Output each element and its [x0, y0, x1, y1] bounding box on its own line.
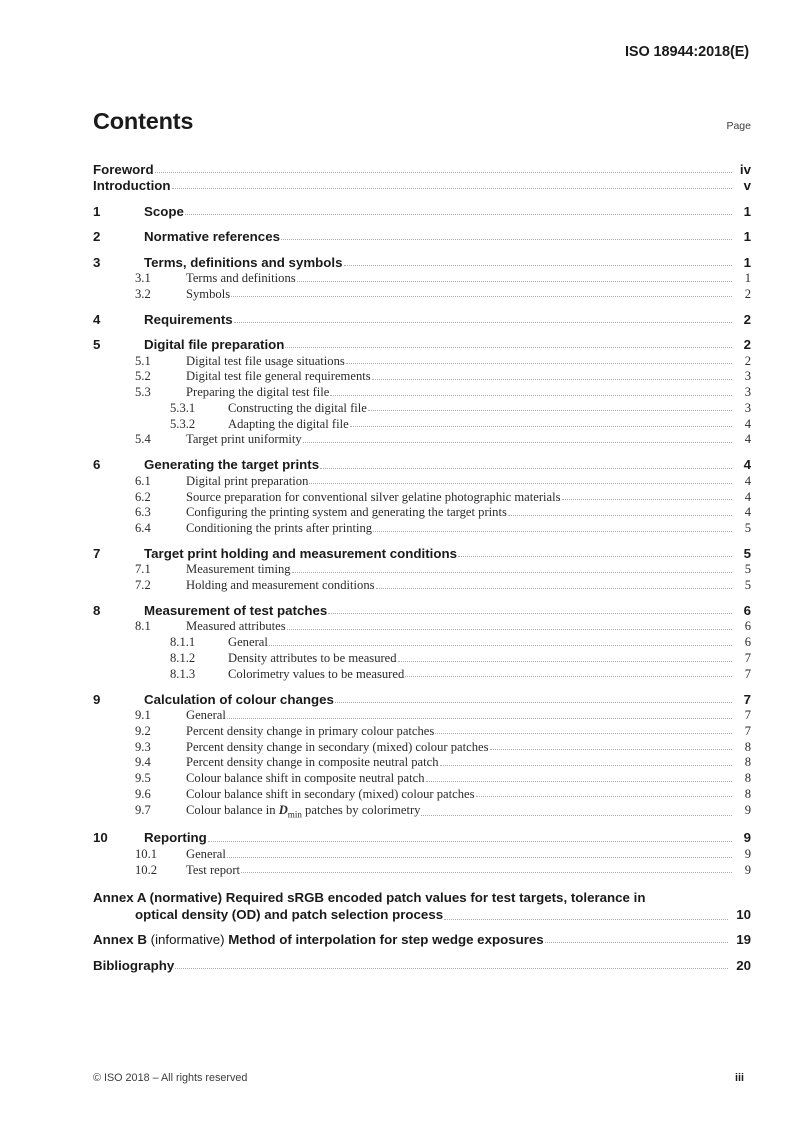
toc-entry-label: Requirements	[144, 311, 233, 327]
toc-entry-clause-9-2[interactable]	[93, 723, 751, 739]
toc-entry-page: 7	[744, 723, 751, 738]
toc-entry-page: 6	[744, 619, 751, 634]
toc-entry-label: Digital test file usage situations	[186, 353, 345, 368]
toc-entry-clause-5-3-1[interactable]	[93, 400, 751, 416]
toc-entry-number: 6.2	[135, 489, 151, 504]
toc-entry-page: 2	[744, 353, 751, 368]
toc-entry-page: 10	[736, 906, 751, 922]
toc-entry-clause-6-2[interactable]	[93, 489, 751, 505]
toc-entry-clause-6-1[interactable]	[93, 473, 751, 489]
toc-entry-clause-5[interactable]	[93, 336, 751, 352]
toc-entry-page: 5	[743, 545, 751, 561]
toc-entry-clause-7-1[interactable]	[93, 562, 751, 578]
toc-entry-number: 2	[93, 229, 101, 245]
toc-entry-label: Normative references	[144, 229, 280, 245]
label-text-before: Colour balance in	[186, 802, 279, 817]
toc-entry-label	[93, 933, 544, 946]
dot-leader	[444, 918, 728, 920]
dot-leader	[155, 171, 732, 173]
toc-entry-number: 10.1	[135, 846, 158, 861]
toc-entry-number: 5	[93, 337, 101, 353]
toc-entry-label: Calculation of colour changes	[144, 691, 334, 707]
annex-a-title-line-1	[93, 887, 751, 906]
toc-entry-label: Colorimetry values to be measured	[228, 666, 405, 681]
toc-entry-label: Preparing the digital test file	[186, 385, 330, 400]
copyright-notice: © ISO 2018 – All rights reserved	[93, 1072, 248, 1084]
toc-entry-clause-8-1-3[interactable]	[93, 666, 751, 682]
annex-a-title-continued: optical density (OD) and patch selection process	[135, 906, 444, 922]
toc-entry-number: 8	[93, 602, 101, 618]
annex-a-title-text: Required sRGB encoded patch values for test targets, tolerance in	[225, 889, 646, 905]
toc-entry-number: 4	[93, 311, 101, 327]
toc-entry-page: 9	[744, 802, 751, 817]
toc-entry-introduction[interactable]	[93, 177, 751, 193]
toc-entry-bibliography[interactable]	[93, 957, 751, 973]
toc-entry-label: Percent density change in composite neutral patch	[186, 755, 439, 770]
toc-entry-page: 8	[744, 739, 751, 754]
toc-entry-label: Test report	[186, 862, 241, 877]
toc-entry-annex-b[interactable]	[93, 932, 751, 948]
dot-leader	[376, 587, 732, 589]
dot-leader	[405, 675, 732, 677]
toc-entry-clause-8-1-2[interactable]	[93, 650, 751, 666]
toc-entry-number: 9.6	[135, 786, 151, 801]
dot-leader	[372, 378, 732, 380]
toc-entry-number: 3.2	[135, 286, 151, 301]
dot-leader	[287, 628, 732, 630]
toc-entry-page: 1	[743, 229, 751, 245]
toc-entry-page: 4	[744, 489, 751, 504]
toc-entry-page: 2	[743, 311, 751, 327]
toc-entry-clause-9-3[interactable]	[93, 739, 751, 755]
dot-leader	[269, 644, 732, 646]
toc-entry-annex-a[interactable]	[93, 887, 751, 923]
toc-entry-page: 5	[744, 562, 751, 577]
toc-entry-page: 8	[744, 755, 751, 770]
toc-entry-label: Bibliography	[93, 957, 175, 973]
toc-entry-page: 3	[744, 385, 751, 400]
dot-leader	[458, 555, 732, 557]
running-header-standard-ref: ISO 18944:2018(E)	[624, 44, 749, 60]
toc-entry-page: 1	[744, 271, 751, 286]
toc-entry-page: 5	[744, 521, 751, 536]
toc-entry-label: Terms, definitions and symbols	[144, 254, 343, 270]
toc-entry-clause-1[interactable]	[93, 203, 751, 219]
toc-entry-label: Digital test file general requirements	[186, 369, 371, 384]
toc-entry-label: Colour balance shift in secondary (mixed) colour patches	[186, 786, 475, 801]
dot-leader	[227, 717, 732, 719]
toc-entry-clause-9-6[interactable]	[93, 786, 751, 802]
toc-entry-number: 10.2	[135, 862, 158, 877]
annex-b-name: Annex B	[93, 932, 147, 948]
dot-leader	[234, 321, 732, 323]
page-footer	[93, 1072, 749, 1084]
toc-entry-number: 6.4	[135, 521, 151, 536]
toc-entry-page: 8	[744, 771, 751, 786]
toc-entry-list	[93, 161, 751, 974]
toc-entry-page: 4	[744, 416, 751, 431]
toc-entry-page: 7	[744, 650, 751, 665]
toc-entry-label: Holding and measurement conditions	[186, 578, 375, 593]
dot-leader	[328, 612, 732, 614]
toc-entry-page: 5	[744, 578, 751, 593]
page-folio: iii	[735, 1072, 744, 1084]
dot-leader	[185, 213, 732, 215]
toc-entry-clause-6[interactable]	[93, 457, 751, 473]
toc-entry-clause-10-2[interactable]	[93, 862, 751, 878]
toc-entry-page: 4	[743, 457, 751, 473]
dot-leader	[231, 295, 732, 297]
toc-entry-page: 7	[744, 707, 751, 722]
toc-entry-clause-5-4[interactable]	[93, 432, 751, 448]
toc-entry-clause-5-1[interactable]	[93, 353, 751, 369]
toc-entry-page: 19	[736, 932, 751, 948]
dot-leader	[227, 856, 732, 858]
toc-entry-label: Source preparation for conventional silver gelatine photographic materials	[186, 489, 561, 504]
toc-entry-clause-3-1[interactable]	[93, 270, 751, 286]
dot-leader	[320, 467, 732, 469]
dot-leader	[344, 264, 732, 266]
toc-entry-label: Generating the target prints	[144, 457, 320, 473]
toc-entry-page: 3	[744, 369, 751, 384]
toc-entry-number: 8.1.1	[170, 635, 196, 650]
annex-a-title-line-2	[93, 906, 751, 923]
annex-b-title-text: Method of interpolation for step wedge exposures	[228, 932, 544, 948]
toc-entry-number: 5.3	[135, 385, 151, 400]
contents-title-row	[93, 108, 751, 135]
toc-entry-foreword[interactable]	[93, 161, 751, 177]
toc-entry-number: 6.1	[135, 473, 151, 488]
dmin-letter: D	[278, 802, 288, 817]
toc-entry-label: Terms and definitions	[186, 271, 296, 286]
toc-entry-clause-3-2[interactable]	[93, 286, 751, 302]
annex-a-kind: (normative)	[149, 889, 223, 905]
toc-entry-number: 5.2	[135, 369, 151, 384]
toc-entry-label: Measurement timing	[186, 562, 291, 577]
annex-b-kind: (informative)	[150, 932, 225, 948]
toc-entry-clause-9-1[interactable]	[93, 707, 751, 723]
toc-entry-number: 8.1	[135, 619, 151, 634]
toc-entry-label: Configuring the printing system and generating the target prints	[186, 505, 507, 520]
dot-leader	[508, 514, 732, 516]
dot-leader	[292, 571, 732, 573]
toc-entry-label	[186, 804, 420, 820]
dot-leader	[490, 748, 733, 750]
toc-entry-page: 1	[743, 254, 751, 270]
toc-entry-page: 6	[743, 602, 751, 618]
toc-entry-number: 9.2	[135, 723, 151, 738]
toc-entry-label: Measurement of test patches	[144, 602, 328, 618]
toc-entry-page: 9	[744, 846, 751, 861]
toc-entry-clause-9-4[interactable]	[93, 755, 751, 771]
toc-entry-clause-6-4[interactable]	[93, 520, 751, 536]
page-column-header: Page	[726, 120, 751, 132]
toc-entry-page: 20	[736, 957, 751, 973]
dot-leader	[297, 280, 732, 282]
toc-entry-label: Constructing the digital file	[228, 400, 367, 415]
dot-leader	[330, 394, 732, 396]
toc-entry-label: Density attributes to be measured	[228, 650, 397, 665]
toc-entry-number: 8.1.3	[170, 666, 196, 681]
toc-entry-label: Scope	[144, 203, 184, 219]
toc-entry-clause-5-2[interactable]	[93, 369, 751, 385]
toc-entry-number: 9	[93, 691, 101, 707]
toc-entry-label: Digital print preparation	[186, 473, 309, 488]
toc-entry-label: Percent density change in secondary (mixed) colour patches	[186, 739, 489, 754]
toc-entry-label: General	[186, 846, 226, 861]
toc-entry-clause-5-3[interactable]	[93, 385, 751, 401]
toc-entry-label: Percent density change in primary colour patches	[186, 723, 435, 738]
toc-entry-label: Reporting	[144, 830, 207, 846]
toc-entry-clause-10-1[interactable]	[93, 846, 751, 862]
toc-entry-page: 1	[743, 203, 751, 219]
toc-entry-number: 9.5	[135, 771, 151, 786]
dot-leader	[303, 441, 732, 443]
toc-entry-page: 4	[744, 432, 751, 447]
toc-entry-label: General	[228, 635, 268, 650]
toc-entry-number: 3.1	[135, 271, 151, 286]
toc-entry-clause-7-2[interactable]	[93, 578, 751, 594]
toc-entry-number: 9.1	[135, 707, 151, 722]
toc-entry-clause-2[interactable]	[93, 228, 751, 244]
toc-entry-page: 4	[744, 505, 751, 520]
annex-a-name: Annex A	[93, 889, 146, 905]
toc-entry-number: 7.2	[135, 578, 151, 593]
toc-entry-number: 9.4	[135, 755, 151, 770]
toc-entry-page: v	[743, 178, 751, 194]
toc-entry-clause-7[interactable]	[93, 545, 751, 561]
toc-entry-page: iv	[739, 161, 751, 177]
toc-entry-number: 1	[93, 203, 101, 219]
toc-entry-clause-9-7[interactable]	[93, 802, 751, 821]
toc-entry-clause-8[interactable]	[93, 602, 751, 618]
toc-entry-label: Introduction	[93, 178, 171, 194]
toc-entry-page: 9	[744, 862, 751, 877]
toc-entry-label: Target print uniformity	[186, 432, 302, 447]
dot-leader	[476, 795, 732, 797]
dot-leader	[398, 660, 732, 662]
toc-entry-number: 5.3.2	[170, 416, 196, 431]
toc-entry-number: 10	[93, 830, 108, 846]
toc-entry-page: 2	[744, 286, 751, 301]
toc-entry-number: 5.3.1	[170, 400, 196, 415]
toc-entry-page: 7	[744, 666, 751, 681]
toc-entry-label: Measured attributes	[186, 619, 286, 634]
dot-leader	[350, 425, 732, 427]
toc-entry-number: 6	[93, 457, 101, 473]
dot-leader	[368, 409, 732, 411]
dmin-subscript: min	[287, 809, 302, 820]
dot-leader	[346, 362, 732, 364]
dmin-symbol	[278, 802, 302, 820]
toc-entry-clause-9-5[interactable]	[93, 771, 751, 787]
toc-entry-clause-10[interactable]	[93, 830, 751, 846]
toc-entry-label: Conditioning the prints after printing	[186, 521, 373, 536]
dot-leader	[421, 814, 732, 816]
dot-leader	[241, 871, 732, 873]
toc-entry-label: General	[186, 707, 226, 722]
toc-entry-page: 9	[743, 830, 751, 846]
toc-entry-page: 2	[743, 337, 751, 353]
dot-leader	[309, 482, 732, 484]
dot-leader	[435, 732, 732, 734]
toc-entry-clause-6-3[interactable]	[93, 505, 751, 521]
toc-entry-page: 4	[744, 473, 751, 488]
toc-entry-label: Target print holding and measurement conditions	[144, 545, 457, 561]
label-text-after: patches by colorimetry	[301, 802, 421, 817]
dot-leader	[562, 498, 732, 500]
toc-entry-label: Symbols	[186, 286, 231, 301]
dot-leader	[545, 941, 728, 943]
dot-leader	[426, 780, 732, 782]
dot-leader	[440, 764, 733, 766]
toc-entry-clause-3[interactable]	[93, 254, 751, 270]
toc-entry-clause-9[interactable]	[93, 691, 751, 707]
page-title: Contents	[93, 108, 194, 134]
toc-entry-clause-4[interactable]	[93, 311, 751, 327]
dot-leader	[208, 840, 732, 842]
toc-entry-number: 7.1	[135, 562, 151, 577]
toc-entry-number: 5.1	[135, 353, 151, 368]
toc-entry-number: 9.7	[135, 802, 151, 817]
toc-entry-page: 8	[744, 786, 751, 801]
dot-leader	[335, 701, 732, 703]
dot-leader	[373, 530, 732, 532]
toc-entry-clause-8-1-1[interactable]	[93, 635, 751, 651]
toc-entry-page: 7	[743, 691, 751, 707]
toc-entry-page: 3	[744, 400, 751, 415]
dot-leader	[285, 346, 732, 348]
toc-entry-number: 7	[93, 545, 101, 561]
toc-entry-label: Adapting the digital file	[228, 416, 349, 431]
toc-entry-label: Digital file preparation	[144, 337, 285, 353]
dot-leader	[281, 238, 732, 240]
toc-entry-number: 5.4	[135, 432, 151, 447]
toc-entry-number: 9.3	[135, 739, 151, 754]
toc-entry-number: 3	[93, 254, 101, 270]
dot-leader	[175, 967, 728, 969]
toc-entry-number: 6.3	[135, 505, 151, 520]
toc-entry-page: 6	[744, 635, 751, 650]
toc-entry-number: 8.1.2	[170, 650, 196, 665]
toc-entry-clause-5-3-2[interactable]	[93, 416, 751, 432]
toc-entry-clause-8-1[interactable]	[93, 619, 751, 635]
toc-entry-label: Colour balance shift in composite neutral patch	[186, 771, 425, 786]
table-of-contents	[93, 108, 751, 974]
dot-leader	[172, 187, 732, 189]
toc-entry-label: Foreword	[93, 161, 154, 177]
